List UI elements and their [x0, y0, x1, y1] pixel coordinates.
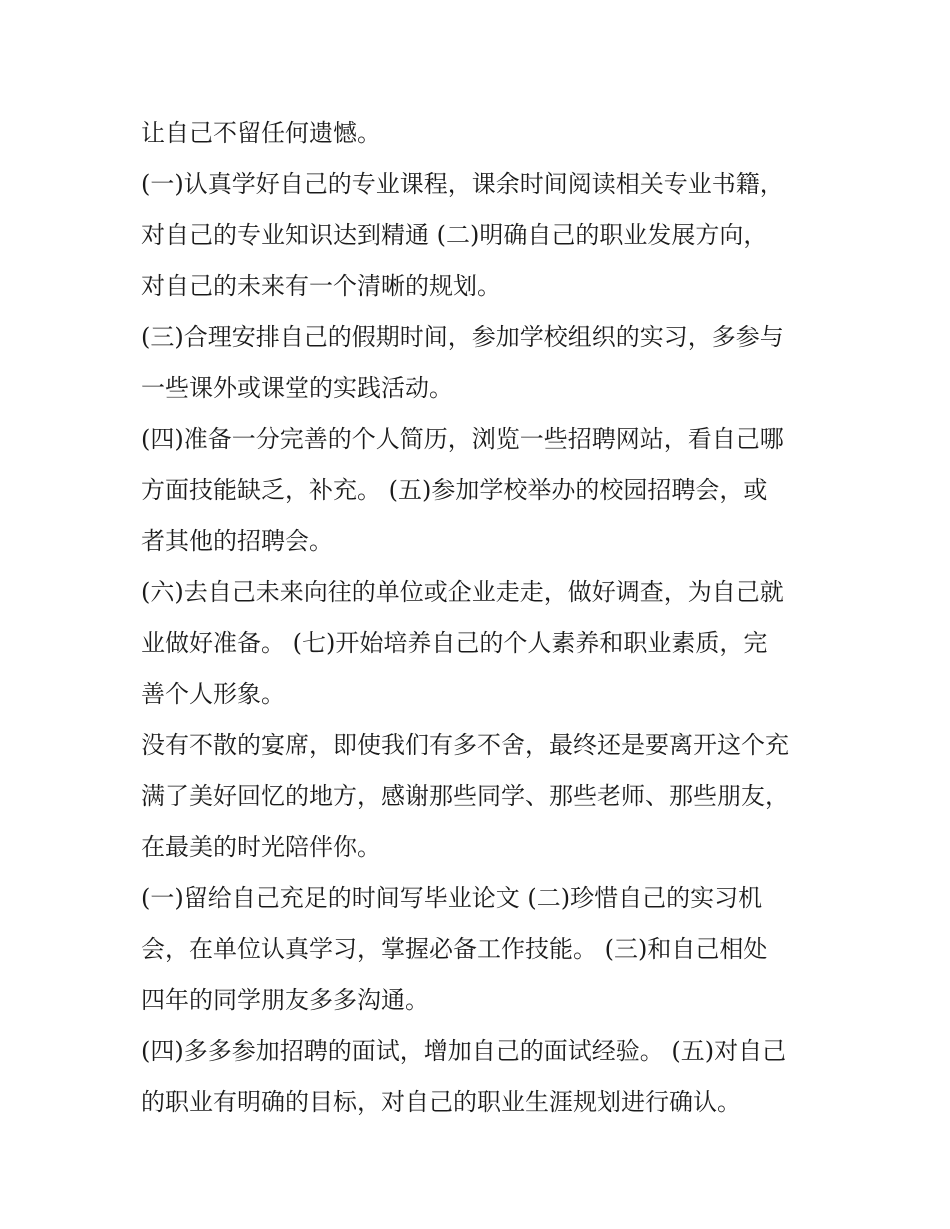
text-line: (三)合理安排自己的假期时间，参加学校组织的实习，多参与: [141, 323, 784, 351]
text-line: (一)留给自己充足的时间写毕业论文 (二)珍惜自己的实习机: [141, 884, 763, 912]
text-line: (一)认真学好自己的专业课程，课余时间阅读相关专业书籍，: [141, 170, 784, 198]
body-text: [141, 108, 831, 1128]
text-line: (四)准备一分完善的个人简历，浏览一些招聘网站，看自己哪: [141, 425, 784, 453]
text-line: 者其他的招聘会。: [141, 527, 333, 555]
text-line: 四年的同学朋友多多沟通。: [141, 986, 429, 1014]
text-line: 善个人形象。: [141, 680, 285, 708]
text-line: 业做好准备。 (七)开始培养自己的个人素养和职业素质，完: [141, 629, 768, 657]
text-line: (四)多多参加招聘的面试，增加自己的面试经验。 (五)对自己: [141, 1037, 787, 1065]
text-line: 在最美的时光陪伴你。: [141, 833, 381, 861]
text-line: 一些课外或课堂的实践活动。: [141, 374, 453, 402]
text-line: 没有不散的宴席，即使我们有多不舍，最终还是要离开这个充: [141, 731, 789, 759]
text-line: 让自己不留任何遗憾。: [141, 119, 381, 147]
text-line: 对自己的未来有一个清晰的规划。: [141, 272, 501, 300]
text-line: (六)去自己未来向往的单位或企业走走，做好调查，为自己就: [141, 578, 784, 606]
text-line: 的职业有明确的目标，对自己的职业生涯规划进行确认。: [141, 1088, 741, 1116]
text-line: 满了美好回忆的地方，感谢那些同学、那些老师、那些朋友，: [141, 782, 789, 810]
text-line: 会，在单位认真学习，掌握必备工作技能。 (三)和自己相处: [141, 935, 768, 963]
text-line: 对自己的专业知识达到精通 (二)明确自己的职业发展方向，: [141, 221, 768, 249]
text-line: 方面技能缺乏，补充。 (五)参加学校举办的校园招聘会，或: [141, 476, 768, 504]
